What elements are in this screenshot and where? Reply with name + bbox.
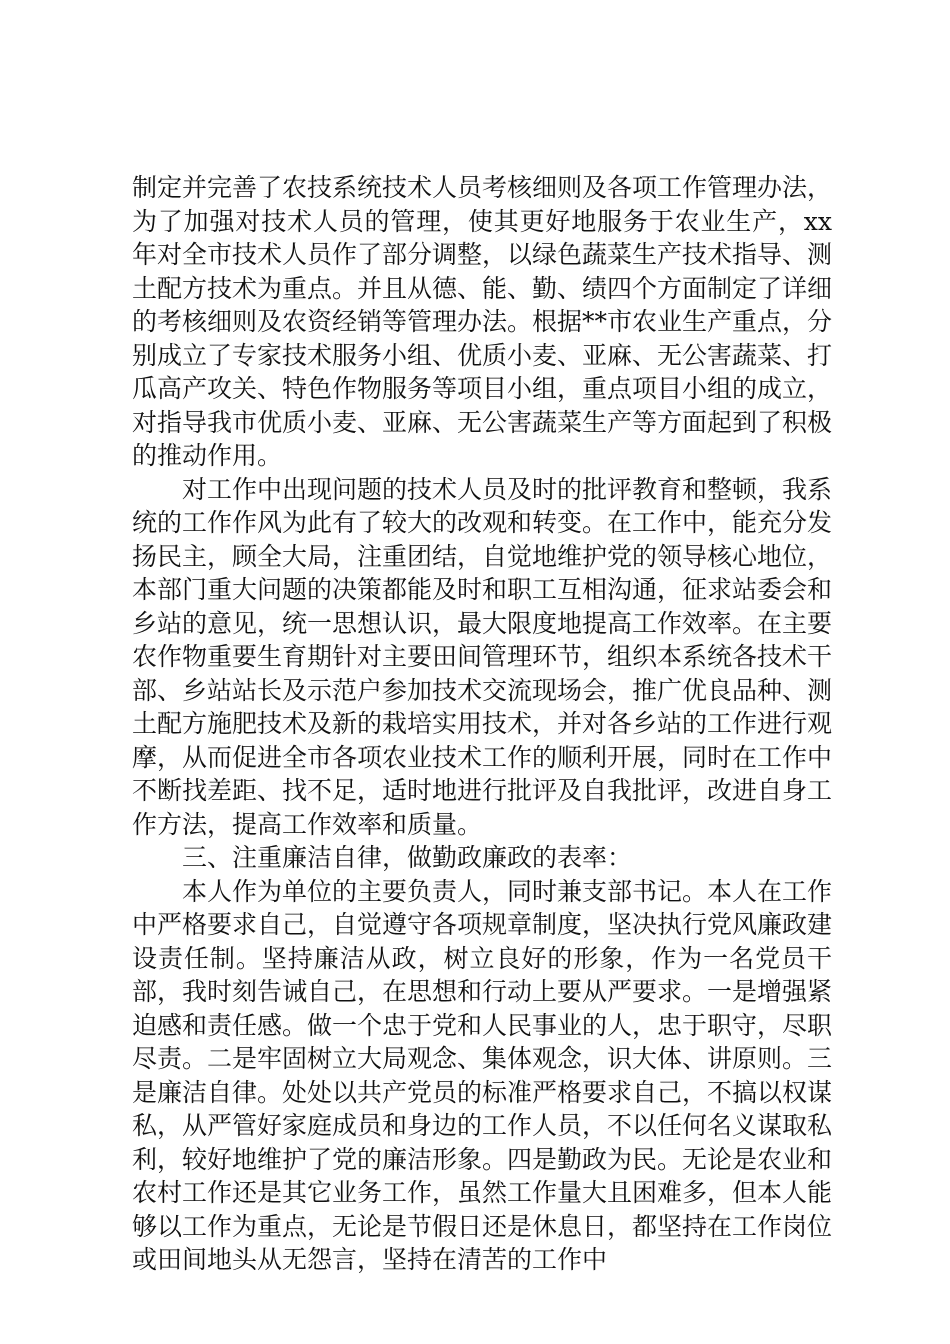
paragraph-work-style: 对工作中出现问题的技术人员及时的批评教育和整顿，我系统的工作作风为此有了较大的改观和转变。在工作中，能充分发扬民主，顾全大局，注重团结，自觉地维护党的领导核心地位，本部门重大问题的决策都能及时和职工互相沟通，征求站委会和乡站的意见，统一思想认识，最大限度地提高工作效率。在主要农作物重要生育期针对主要田间管理环节，组织本系统各技术干部、乡站站长及示范户参加技术交流现场会，推广优良品种、测土配方施肥技术及新的栽培实用技术，并对各乡站的工作进行观摩，从而促进全市各项农业技术工作的顺利开展，同时在工作中不断找差距、找不足，适时地进行批评及自我批评，改进自身工作方法，提高工作效率和质量。: [132, 474, 833, 839]
paragraph-assessment-rules: 制定并完善了农技系统技术人员考核细则及各项工作管理办法，为了加强对技术人员的管理，使其更好地服务于农业生产，xx年对全市技术人员作了部分调整，以绿色蔬菜生产技术指导、测土配方技术为重点。并且从德、能、勤、绩四个方面制定了详细的考核细则及农资经销等管理办法。根据**市农业生产重点，分别成立了专家技术服务小组、优质小麦、亚麻、无公害蔬菜、打瓜高产攻关、特色作物服务等项目小组，重点项目小组的成立，对指导我市优质小麦、亚麻、无公害蔬菜生产等方面起到了积极的推动作用。: [132, 173, 833, 470]
document-body: [132, 171, 832, 1277]
paragraph-self-discipline: 本人作为单位的主要负责人，同时兼支部书记。本人在工作中严格要求自己，自觉遵守各项规章制度，坚决执行党风廉政建设责任制。坚持廉洁从政，树立良好的形象，作为一名党员干部，我时刻告诫自己，在思想和行动上要从严要求。一是增强紧迫感和责任感。做一个忠于党和人民事业的人，忠于职守，尽职尽责。二是牢固树立大局观念、集体观念，识大体、讲原则。三是廉洁自律。处处以共产党员的标准严格要求自己，不搞以权谋私，从严管好家庭成员和身边的工作人员，不以任何名义谋取私利，较好地维护了党的廉洁形象。四是勤政为民。无论是农业和农村工作还是其它业务工作，虽然工作量大且困难多，但本人能够以工作为重点，无论是节假日还是休息日，都坚持在工作岗位或田间地头从无怨言，坚持在清苦的工作中: [132, 876, 833, 1274]
section-heading-integrity: 三、注重廉洁自律，做勤政廉政的表率：: [182, 843, 633, 872]
